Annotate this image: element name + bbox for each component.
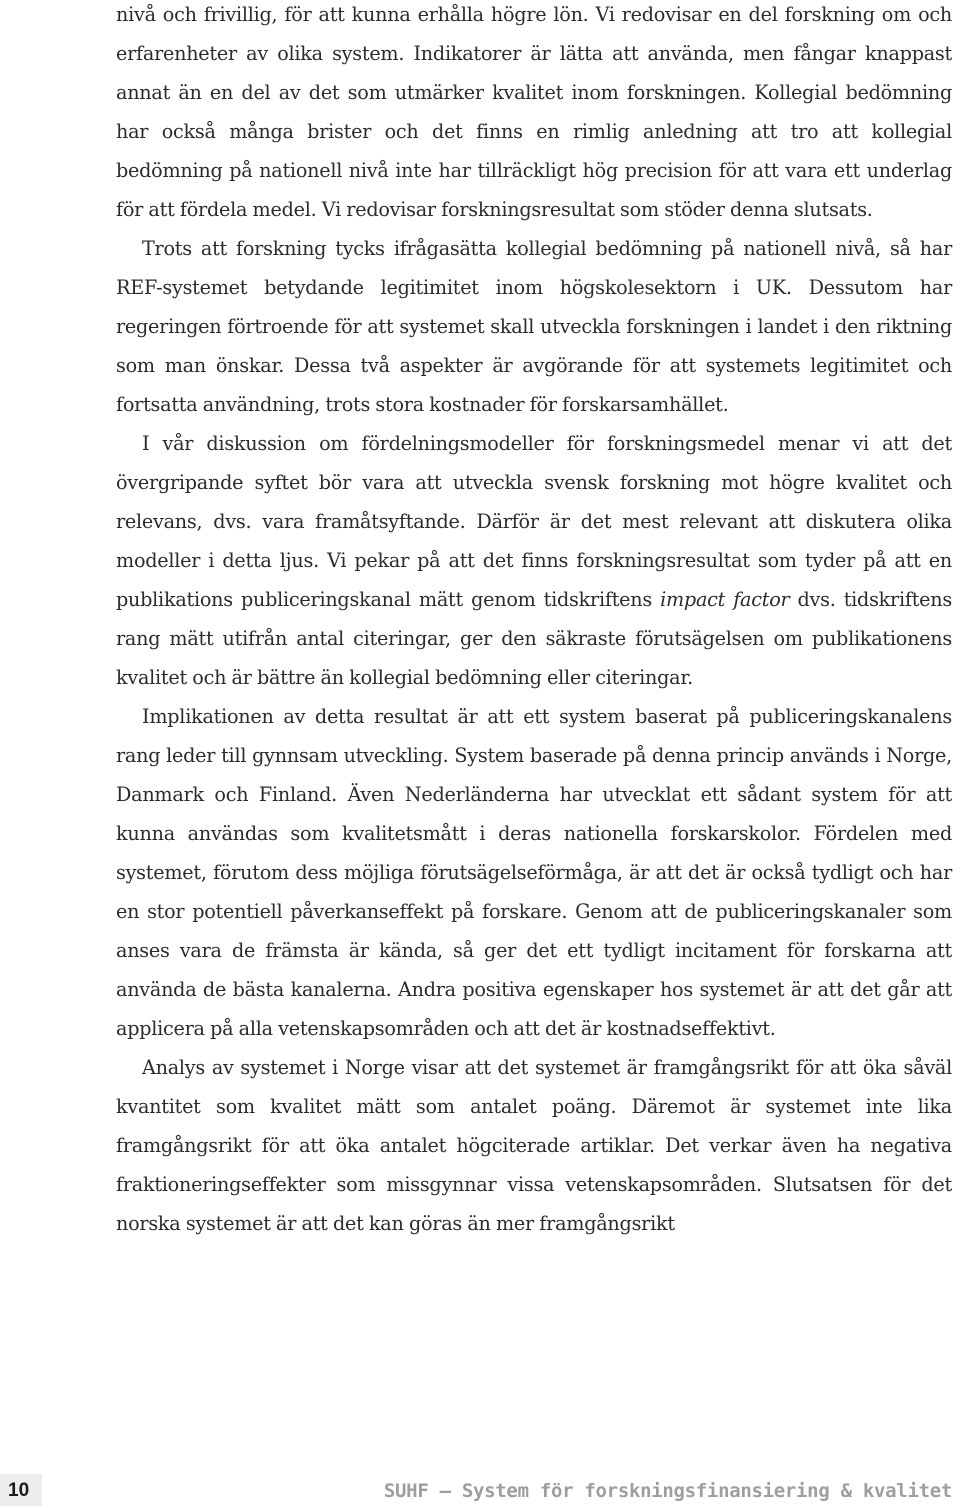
paragraph-text: dvs. tidskriftens rang mätt utifrån antal citeringar, ger den säkraste förutsägelsen om publikationens kvalitet och är bättre än kollegial bedömning eller citeringar. [116,588,952,689]
paragraph-text: I vår diskussion om fördelningsmodeller för forskningsmedel menar vi att det övergripande syftet bör vara att utveckla svensk forskning mot högre kvalitet och relevans, dvs. vara framåtsyftande. Därför är det mest relevant att diskutera olika modeller i detta ljus. Vi pekar på att det finns forskningsresultat som tyder på att en publikations publiceringskanal mätt genom tidskriftens [116,432,952,611]
paragraph-text: nivå och frivillig, för att kunna erhålla högre lön. Vi redovisar en del forskning om och erfarenheter av olika system. Indikatorer är lätta att använda, men fångar knappast annat än en del av det som utmärker kvalitet inom forskningen. Kollegial bedömning har också många brister och det finns en rimlig anledning att tro att kollegial bedömning på nationell nivå inte har tillräckligt hög precision för att vara ett underlag för att fördela medel. Vi redovisar forskningsresultat som stöder denna slutsats. [116,3,952,221]
page-number: 10 [0,1474,42,1506]
italic-text: impact factor [660,588,790,611]
paragraph-text: Implikationen av detta resultat är att ett system baserat på publiceringskanalens rang leder till gynnsam utveckling. System baserade på denna princip används i Norge, Danmark och Finland. Även Nederländerna har utvecklat ett sådant system för att kunna användas som kvalitetsmått i deras nationella forskarskolor. Fördelen med systemet, förutom dess möjliga förutsägelseförmåga, är att det är också tydligt och har en stor potentiell påverkanseffekt på forskare. Genom att de publiceringskanaler som anses vara de främsta är kända, så ger det ett tydligt incitament för forskarna att använda de bästa kanalerna. Andra positiva egenskaper hos systemet är att det går att applicera på alla vetenskapsområden och att det är kostnadseffektivt. [116,705,952,1040]
paragraph [116,1048,952,1243]
paragraph [116,697,952,1048]
paragraph [116,0,952,229]
paragraph-text: Trots att forskning tycks ifrågasätta kollegial bedömning på nationell nivå, så har REF-systemet betydande legitimitet inom högskolesektorn i UK. Dessutom har regeringen förtroende för att systemet skall utveckla forskningen i landet i den riktning som man önskar. Dessa två aspekter är avgörande för att systemets legitimitet och fortsatta användning, trots stora kostnader för forskarsamhället. [116,237,952,416]
running-footer-title: SUHF – System för forskningsfinansiering & kvalitet [383,1480,952,1502]
paragraph [116,424,952,697]
paragraph [116,229,952,424]
document-body [116,0,952,1243]
page-footer [0,1474,960,1506]
paragraph-text: Analys av systemet i Norge visar att det systemet är framgångsrikt för att öka såväl kvantitet som kvalitet mätt som antalet poäng. Däremot är systemet inte lika framgångsrikt för att öka antalet högciterade artiklar. Det verkar även ha negativa fraktioneringseffekter som missgynnar vissa vetenskapsområden. Slutsatsen för det norska systemet är att det kan göras än mer framgångsrikt [116,1056,952,1235]
